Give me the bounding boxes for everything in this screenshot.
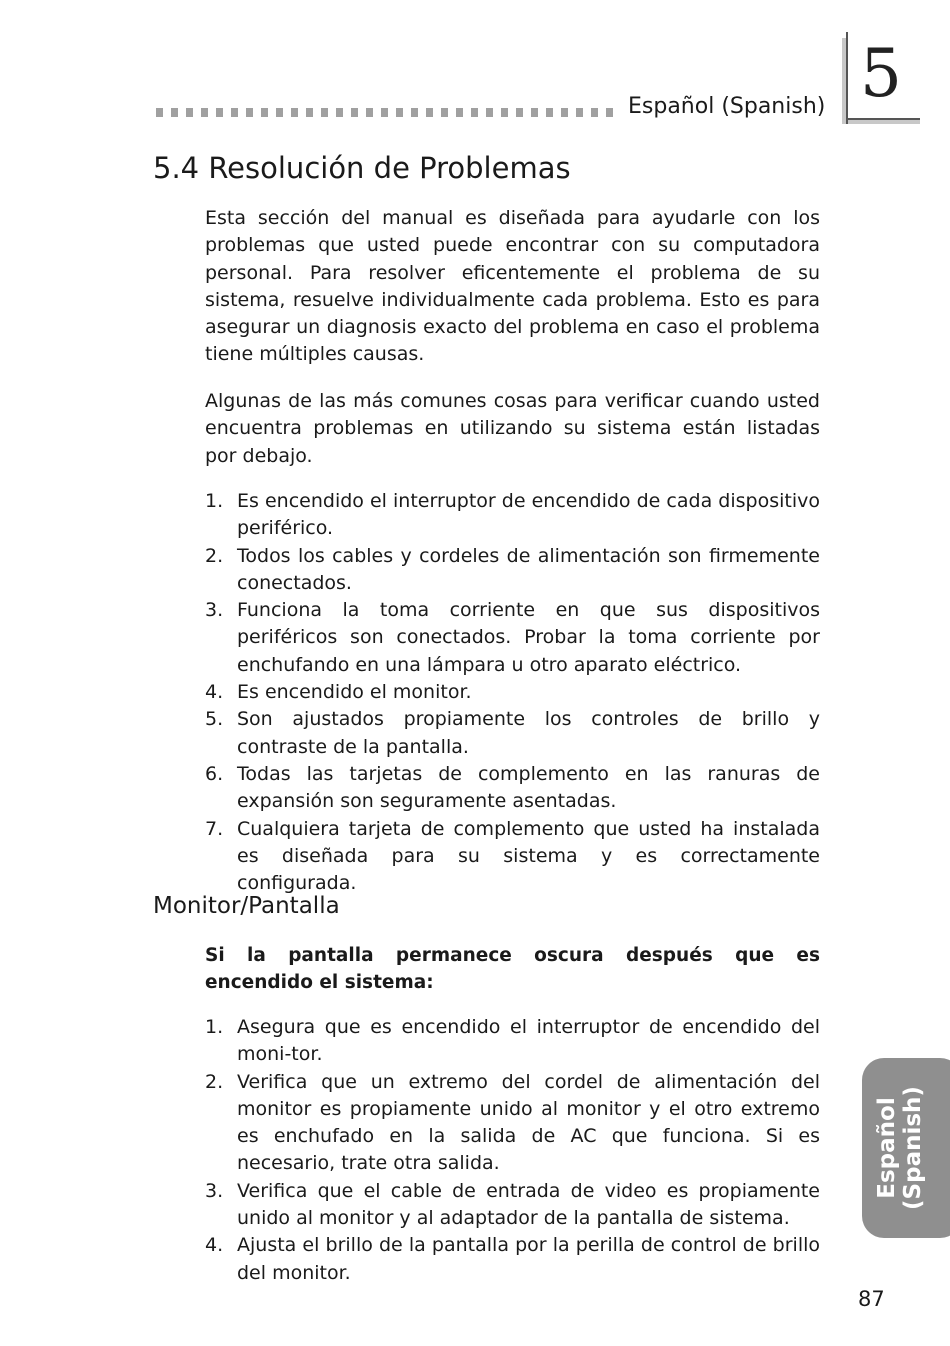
list-item [205, 1178, 820, 1233]
chapter-number: 5 [860, 35, 902, 112]
list-item-text: Es encendido el monitor. [237, 681, 472, 704]
list-item-text: Es encendido el interruptor de encendido de cada dispositivo periférico. [237, 490, 820, 540]
monitor-steps-list [205, 1014, 820, 1287]
list-item [205, 488, 820, 543]
chapter-marker-shadow-h [848, 120, 920, 124]
language-side-tab [862, 1058, 950, 1238]
list-item-number: 7. [205, 817, 224, 840]
list-item-text: Verifica que un extremo del cordel de alimentación del monitor es propiamente unido al monitor y el otro extremo es enchufado en la salida de AC que funciona. Si es necesario, trate otra salida. [237, 1070, 820, 1175]
list-item-text: Funciona la toma corriente en que sus dispositivos periféricos son conectados. Probar la toma corriente por enchufando en una lámpara u otro aparato eléctrico. [237, 599, 820, 676]
list-item-number: 4. [205, 1234, 224, 1257]
list-item-number: 6. [205, 762, 224, 785]
list-item [205, 1069, 820, 1178]
list-item-number: 3. [205, 1179, 224, 1202]
list-item-number: 5. [205, 708, 224, 731]
list-item-text: Verifica que el cable de entrada de video es propiamente unido al monitor y al adaptador de la pantalla de sistema. [237, 1179, 820, 1230]
list-item [205, 761, 820, 816]
list-item-number: 4. [205, 681, 224, 704]
common-checks-paragraph: Algunas de las más comunes cosas para verificar cuando usted encuentra problemas en utilizando su sistema están listadas por debajo. [205, 390, 820, 467]
list-item-number: 3. [205, 599, 224, 622]
list-item-text: Asegura que es encendido el interruptor de encendido del moni-tor. [237, 1016, 820, 1066]
list-item [205, 597, 820, 679]
list-item-text: Son ajustados propiamente los controles de brillo y contraste de la pantalla. [237, 708, 820, 758]
list-item-text: Todos los cables y cordeles de alimentación son firmemente conectados. [237, 544, 820, 594]
list-item [205, 706, 820, 761]
side-tab-line-1: Español [874, 1097, 900, 1199]
list-item-text: Ajusta el brillo de la pantalla por la perilla de control de brillo del monitor. [237, 1234, 820, 1284]
list-item-number: 2. [205, 544, 224, 567]
chapter-marker-line-v [846, 32, 848, 124]
list-item [205, 1014, 820, 1069]
list-item [205, 679, 820, 706]
list-item-number: 1. [205, 1016, 224, 1038]
list-item-number: 1. [205, 490, 224, 512]
header-dotted-rule [156, 108, 616, 117]
intro-paragraph: Esta sección del manual es diseñada para ayudarle con los problemas que usted puede encontrar con su computadora personal. Para resolver eficentemente el problema de su sistema, resuelve individualmente cada problema. Esto es para asegurar un diagnosis exacto del problema en caso el problema tiene múltiples causas. [205, 207, 820, 366]
section-title: 5.4 Resolución de Problemas [153, 151, 571, 185]
list-item [205, 816, 820, 898]
list-item-text: Cualquiera tarjeta de complemento que usted ha instalada es diseñada para su sistema y es correctamente configurada. [237, 817, 820, 895]
header-language-label: Español (Spanish) [628, 94, 826, 119]
checklist [205, 488, 820, 897]
page-number: 87 [858, 1287, 885, 1311]
monitor-subheading: Monitor/Pantalla [153, 893, 340, 919]
chapter-marker-line-h [846, 118, 920, 120]
list-item [205, 1232, 820, 1287]
monitor-problem-statement: Si la pantalla permanece oscura después que es encendido el sistema: [205, 945, 820, 994]
list-item [205, 543, 820, 598]
chapter-marker [842, 32, 920, 124]
language-side-tab-label [874, 1086, 926, 1210]
side-tab-line-2: (Spanish) [900, 1086, 926, 1210]
list-item-text: Todas las tarjetas de complemento en las ranuras de expansión son seguramente asentadas. [237, 762, 820, 813]
list-item-number: 2. [205, 1070, 224, 1093]
